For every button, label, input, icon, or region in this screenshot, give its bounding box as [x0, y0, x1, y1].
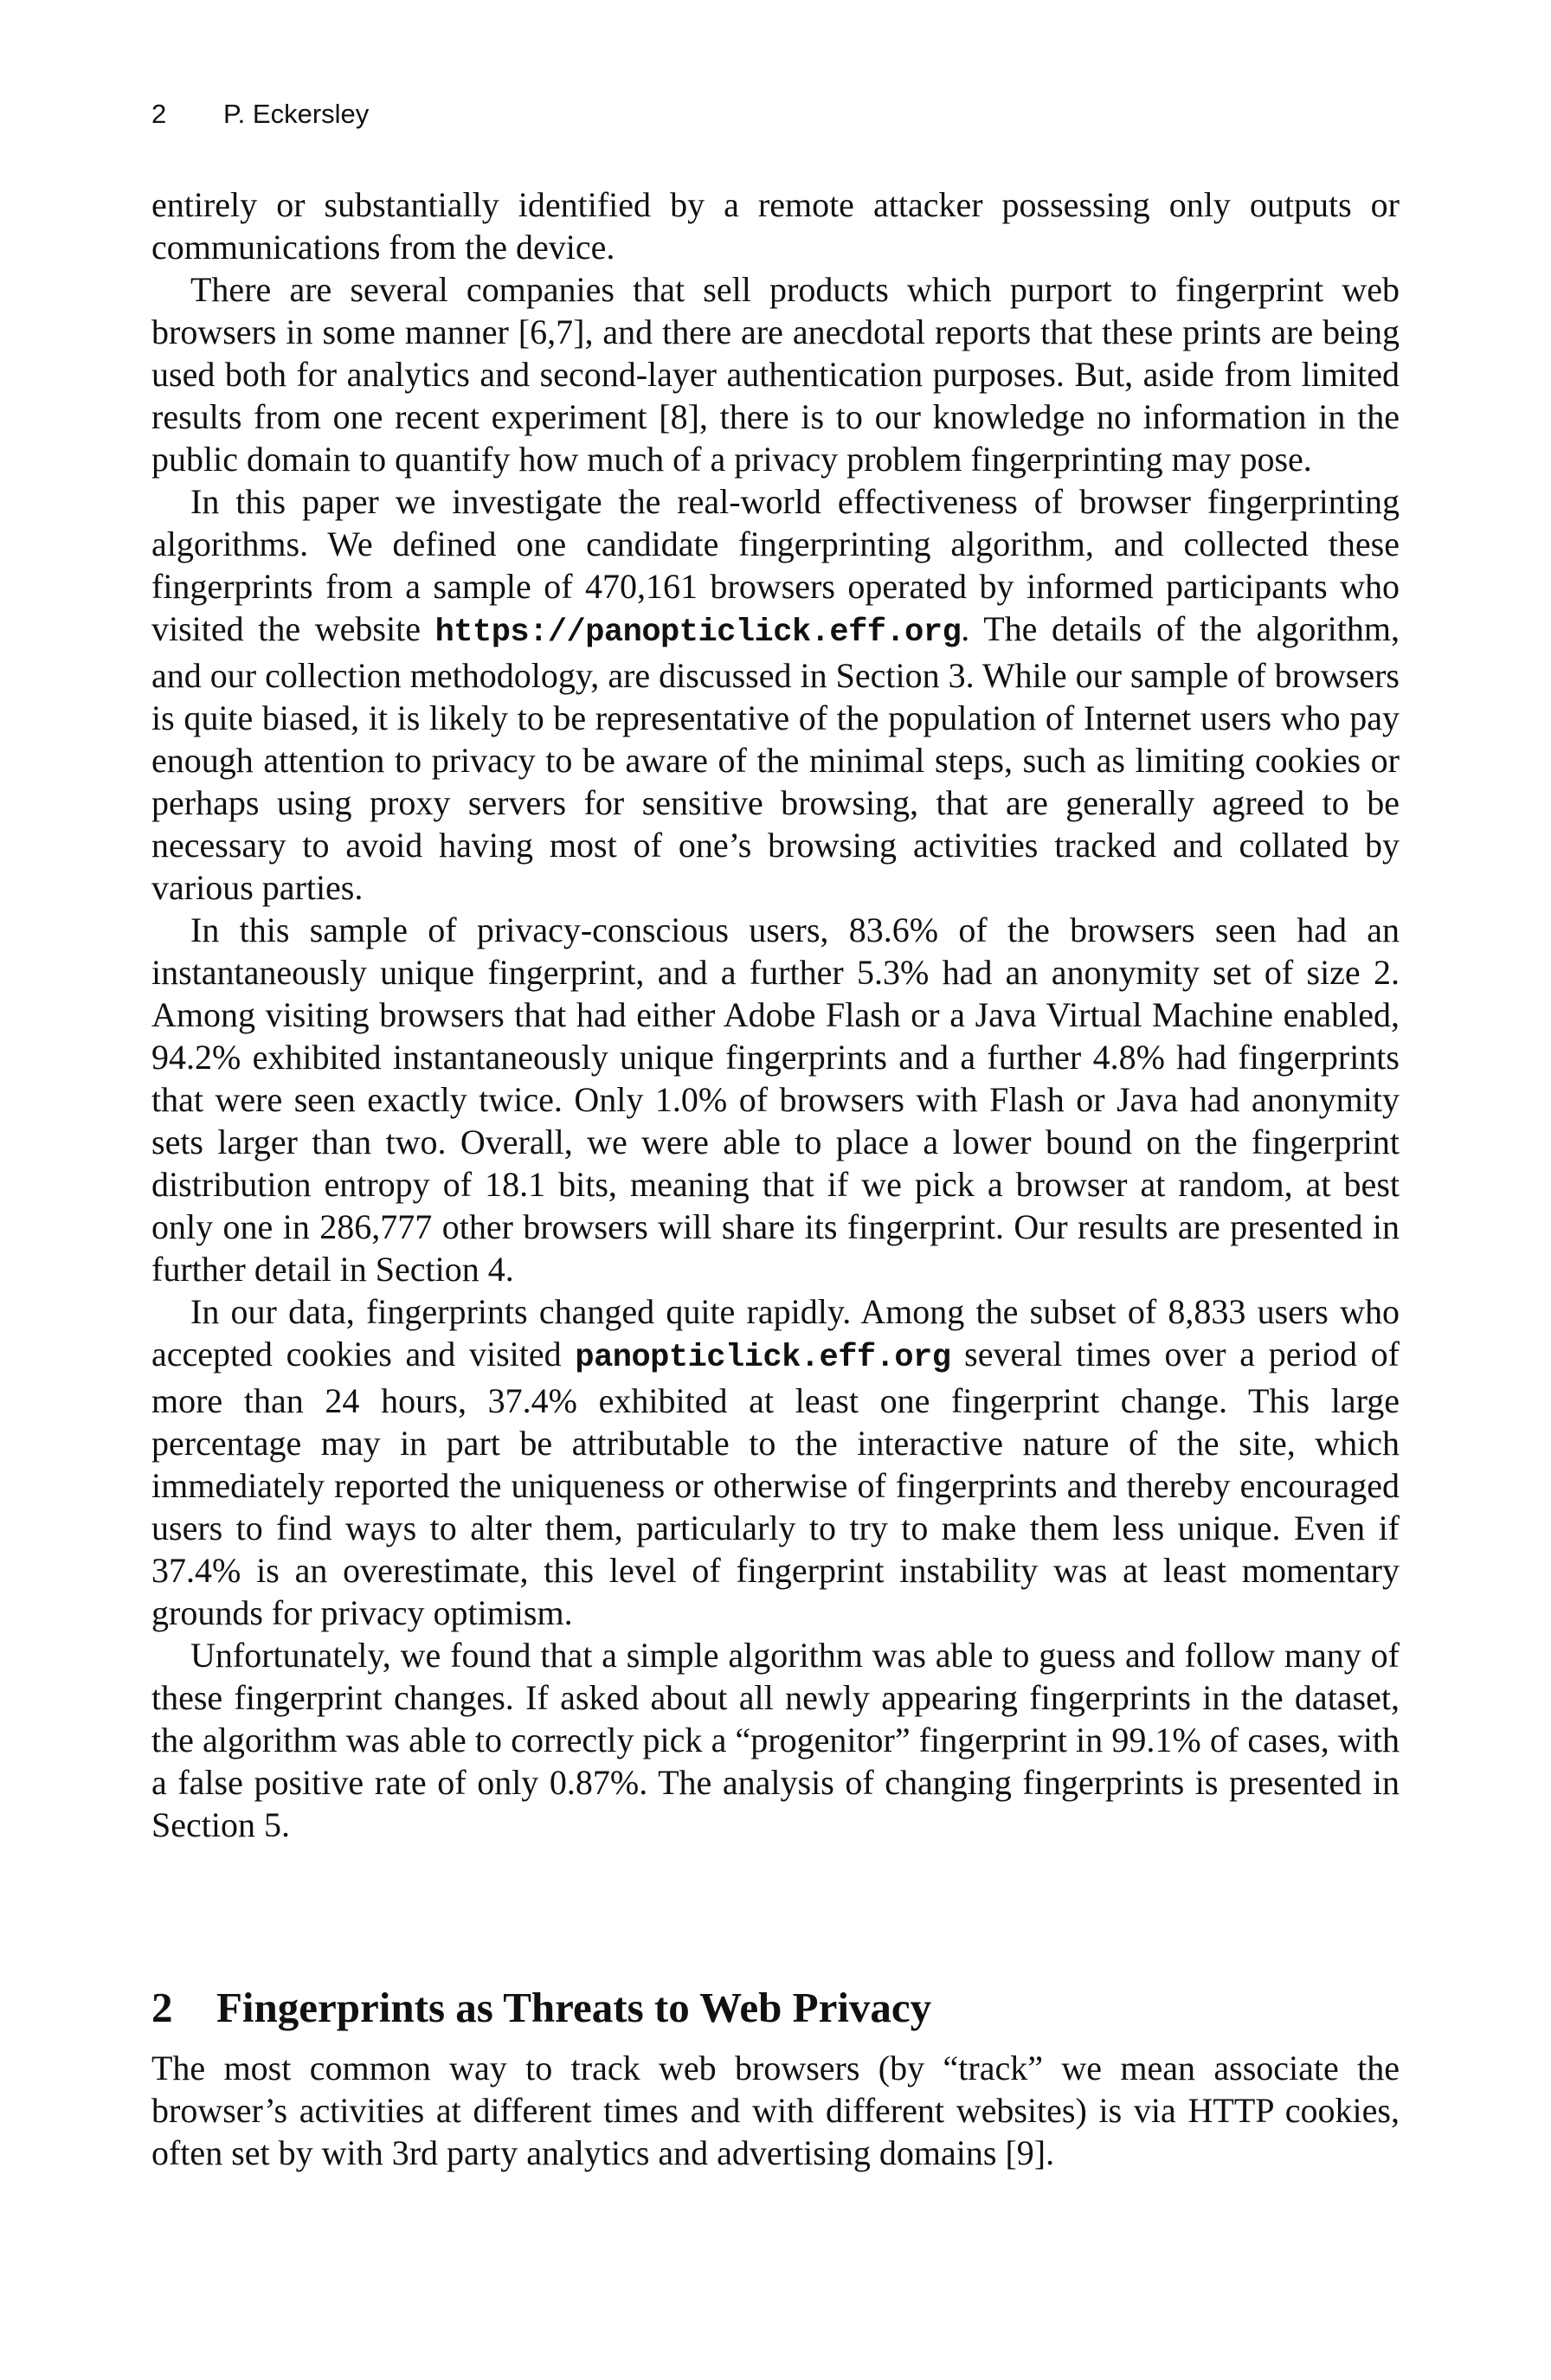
section-heading — [151, 1981, 1400, 2035]
paragraph-text-after-url: . The details of the algorithm, and our collection methodology, are discussed in Section 3. While our sample of browsers is quite biased, it is likely to be representative of the population of Internet users who pay enough attention to privacy to be aware of the minimal steps, such as limiting cookies or perhaps using proxy servers for sensitive browsing, that are generally agreed to be necessary to avoid having most of one’s browsing activities tracked and collated by various parties. — [151, 609, 1400, 907]
paragraph-text-after-domain: several times over a period of more than 24 hours, 37.4% exhibited at least one fingerprint change. This large percentage may in part be attributable to the interactive nature of the site, which immediately reported the uniqueness or otherwise of fingerprints and thereby encouraged users to find ways to alter them, particularly to try to make them less unique. Even if 37.4% is an overestimate, this level of fingerprint instability was at least momentary grounds for privacy optimism. — [151, 1335, 1400, 1632]
paragraph-progenitor-analysis: Unfortunately, we found that a simple algorithm was able to guess and follow many of these fingerprint changes. If asked about all newly appearing fingerprints in the dataset, the algorithm was able to correctly pick a “progenitor” fingerprint in 99.1% of cases, with a false positive rate of only 0.87%. The analysis of changing fingerprints is presented in Section 5. — [151, 1636, 1400, 1844]
section-title: Fingerprints as Threats to Web Privacy — [216, 1983, 932, 2031]
paragraph-tracking-cookies: The most common way to track web browsers (by “track” we mean associate the browser’s activities at different times and with different websites) is via HTTP cookies, often set by with 3rd party analytics and advertising domains [9]. — [151, 2049, 1400, 2172]
panopticlick-domain: panopticlick.eff.org — [575, 1340, 951, 1376]
section-number: 2 — [151, 1983, 173, 2031]
page-number: 2 — [151, 99, 167, 129]
paragraph-commercial-fingerprinting: There are several companies that sell products which purport to fingerprint web browsers in some manner [6,7], and there are anecdotal reports that these prints are being used both for analytics and second-layer authentication purposes. But, aside from limited results from one recent experiment [8], there is to our knowledge no information in the public domain to quantify how much of a privacy problem fingerprinting may pose. — [151, 270, 1400, 479]
running-author: P. Eckersley — [223, 99, 370, 129]
body-text — [151, 183, 1400, 1846]
paragraph-privacy-results: In this sample of privacy-conscious users, 83.6% of the browsers seen had an instantaneously unique fingerprint, and a further 5.3% had an anonymity set of size 2. Among visiting browsers that had either Adobe Flash or a Java Virtual Machine enabled, 94.2% exhibited instantaneously unique fingerprints and a further 4.8% had fingerprints that were seen exactly twice. Only 1.0% of browsers with Flash or Java had anonymity sets larger than two. Overall, we were able to place a lower bound on the fingerprint distribution entropy of 18.1 bits, meaning that if we pick a browser at random, at best only one in 286,777 other browsers will share its fingerprint. Our results are presented in further detail in Section 4. — [151, 910, 1400, 1289]
paragraph-fingerprint-changes — [151, 1290, 1400, 1634]
paragraph-paper-investigation — [151, 480, 1400, 909]
panopticlick-url: https://panopticlick.eff.org — [434, 614, 962, 651]
paragraph-continuation: entirely or substantially identified by a remote attacker possessing only outputs or communications from the device. — [151, 185, 1400, 267]
section-body — [151, 2047, 1400, 2174]
paragraph-text-before-url: In this paper we investigate the real-world effectiveness of browser fingerprinting algorithms. We defined one candidate fingerprinting algorithm, and collected these fingerprints from a sample of 470,161 browsers operated by informed participants who visited the website — [151, 482, 1400, 648]
running-header — [151, 97, 369, 132]
paragraph-text-before-domain: In our data, fingerprints changed quite rapidly. Among the subset of 8,833 users who accepted cookies and visited — [151, 1292, 1400, 1373]
